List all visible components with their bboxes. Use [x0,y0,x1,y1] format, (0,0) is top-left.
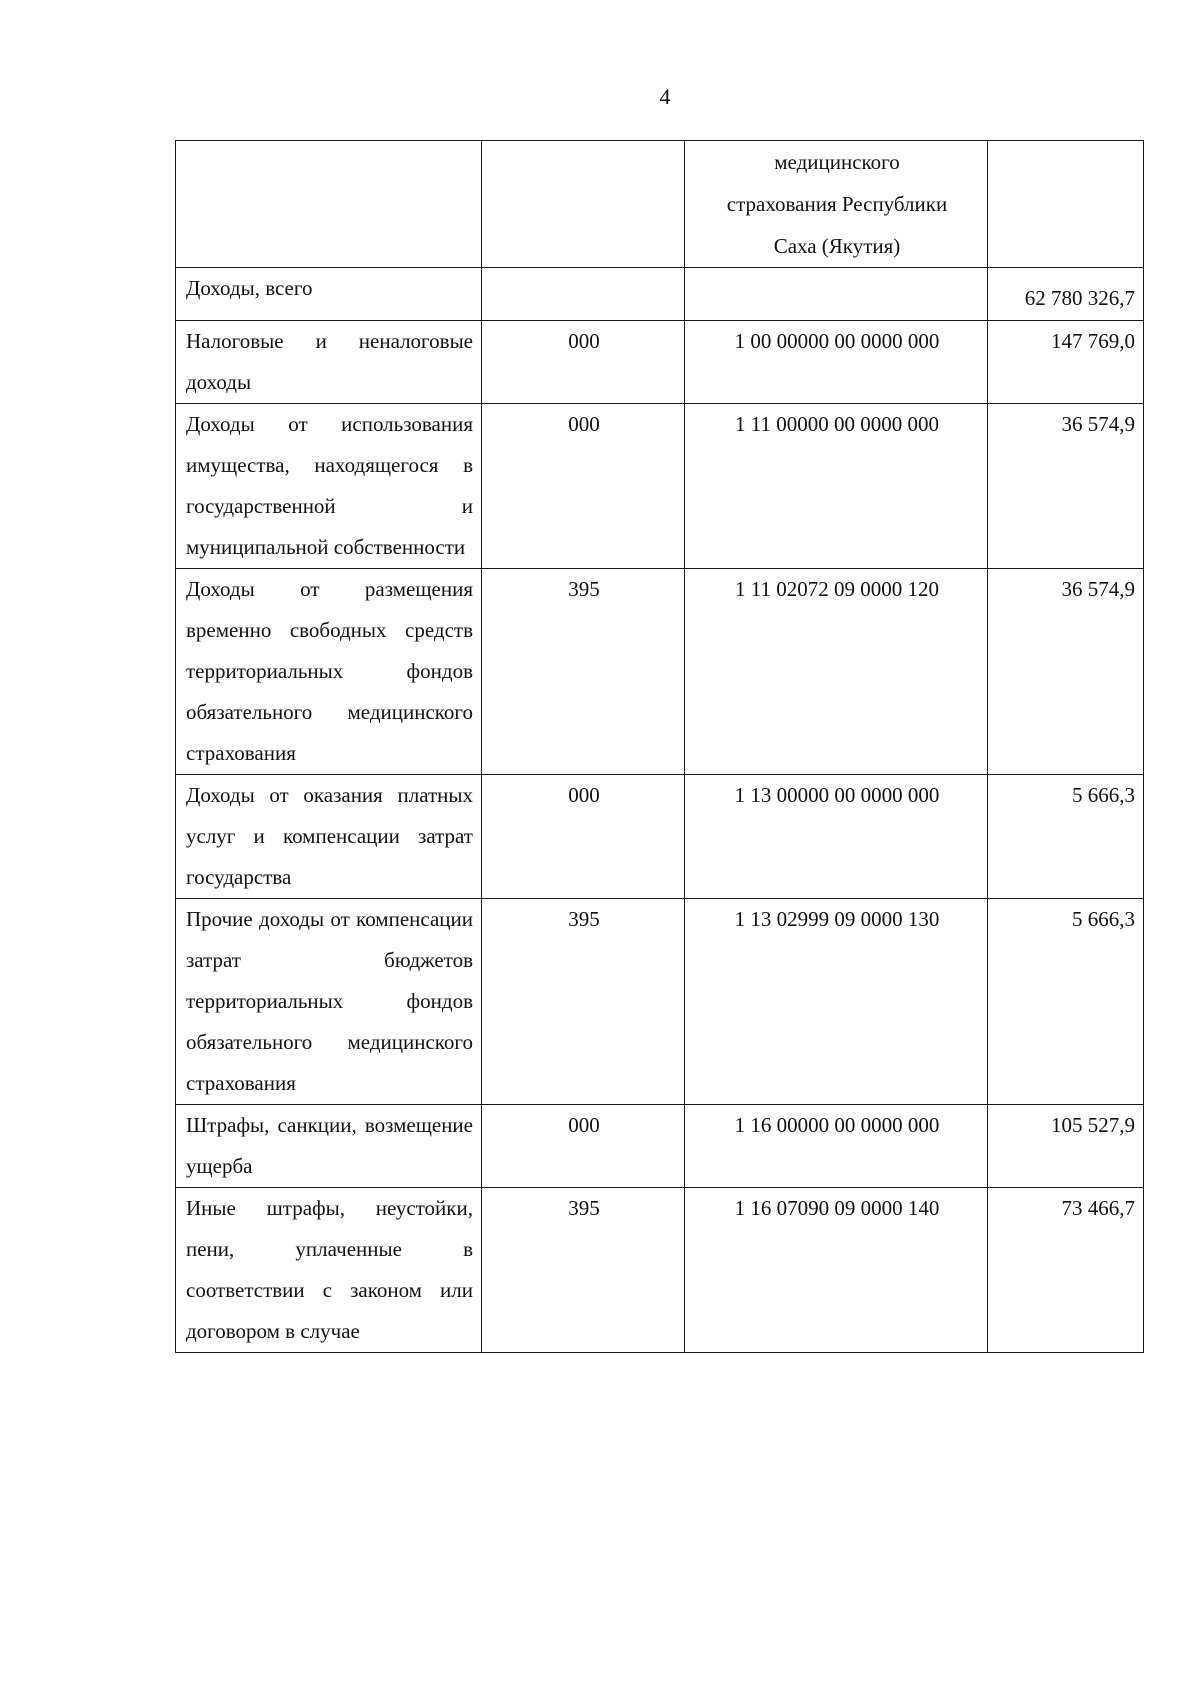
table-row [176,569,1144,775]
row-admin-code: 395 [482,569,685,775]
header-cell-amount [988,141,1144,268]
row-amount: 73 466,7 [988,1188,1144,1353]
header-cell-organization [685,141,988,268]
table-row [176,899,1144,1105]
table-row [176,404,1144,569]
row-budget-code: 1 13 00000 00 0000 000 [685,775,988,899]
row-name: Доходы от оказания платных услуг и компенсации затрат государства [176,775,482,899]
row-budget-code: 1 16 07090 09 0000 140 [685,1188,988,1353]
row-budget-code [685,268,988,321]
header-line: медицинского [774,150,900,174]
table-header-continuation-row [176,141,1144,268]
row-admin-code: 000 [482,321,685,404]
row-amount: 62 780 326,7 [988,268,1144,321]
row-amount: 147 769,0 [988,321,1144,404]
table-row [176,1188,1144,1353]
page-number: 4 [659,84,671,109]
row-budget-code: 1 00 00000 00 0000 000 [685,321,988,404]
row-admin-code: 000 [482,404,685,569]
row-name: Иные штрафы, неустойки, пени, уплаченные в соответствии с законом или договором в случае [176,1188,482,1353]
row-name: Прочие доходы от компенсации затрат бюджетов территориальных фондов обязательного медицинского страхования [176,899,482,1105]
row-budget-code: 1 13 02999 09 0000 130 [685,899,988,1105]
row-budget-code: 1 11 00000 00 0000 000 [685,404,988,569]
row-admin-code: 395 [482,899,685,1105]
row-amount: 5 666,3 [988,899,1144,1105]
header-line: Саха (Якутия) [773,234,901,258]
row-name: Налоговые и неналоговые доходы [176,321,482,404]
row-name: Доходы, всего [176,268,482,321]
table-row [176,1105,1144,1188]
revenue-table [175,140,1144,1353]
row-name: Доходы от использования имущества, находящегося в государственной и муниципальной собственности [176,404,482,569]
row-amount: 36 574,9 [988,404,1144,569]
row-admin-code: 000 [482,775,685,899]
header-cell-admin [482,141,685,268]
row-name: Штрафы, санкции, возмещение ущерба [176,1105,482,1188]
row-admin-code: 000 [482,1105,685,1188]
row-name: Доходы от размещения временно свободных средств территориальных фондов обязательного медицинского страхования [176,569,482,775]
header-line: страхования Республики [726,192,948,216]
row-amount: 36 574,9 [988,569,1144,775]
row-admin-code [482,268,685,321]
row-budget-code: 1 16 00000 00 0000 000 [685,1105,988,1188]
row-budget-code: 1 11 02072 09 0000 120 [685,569,988,775]
table-row [176,321,1144,404]
row-amount: 105 527,9 [988,1105,1144,1188]
header-cell-name [176,141,482,268]
table-row [176,775,1144,899]
row-amount: 5 666,3 [988,775,1144,899]
row-admin-code: 395 [482,1188,685,1353]
table-row [176,268,1144,321]
